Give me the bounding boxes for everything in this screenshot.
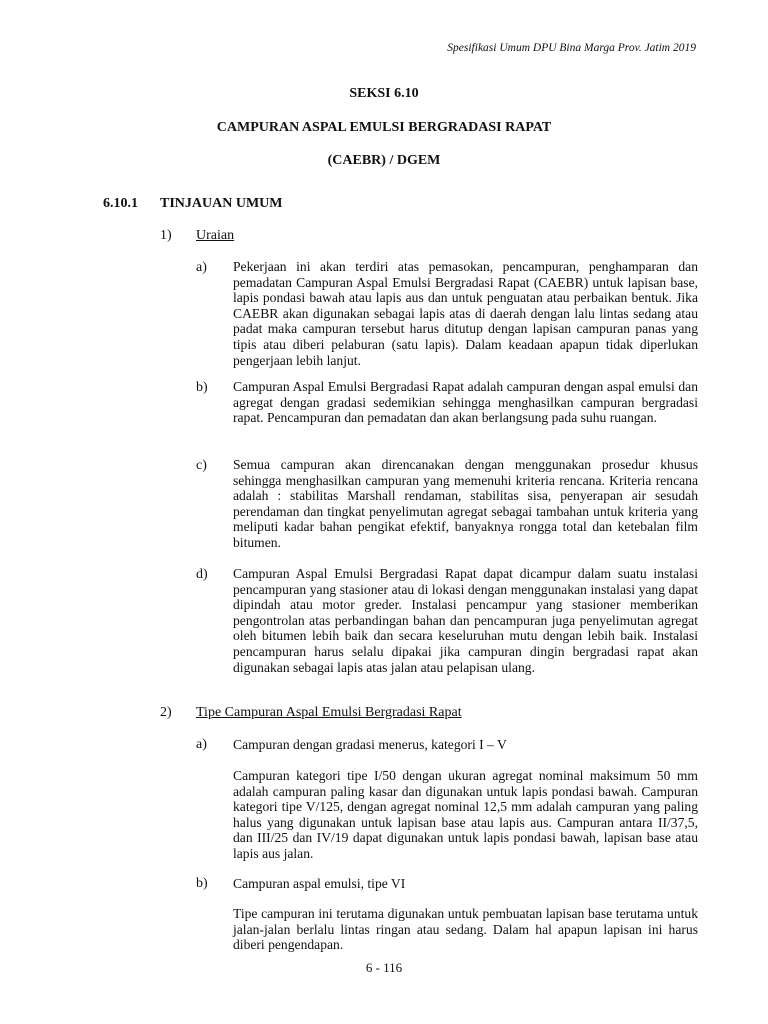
- para-a-text: Pekerjaan ini akan terdiri atas pemasokan, pencampuran, penghamparan dan pemadatan Campuran Aspal Emulsi Bergradasi Rapat (CAEBR) untuk lapisan base, lapis pondasi bawah atau lapis aus dan untuk penguatan atau perbaikan bentuk. Jika CAEBR akan digunakan sebagai lapis atas di daerah dengan lalu lintas sedang atau padat maka campuran tersebut harus ditutup dengan lapisan campuran panas yang tipis atau diberi pelaburan (satu lapis). Dalam keadaan apapun tidak diperlukan pengerjaan lebih lanjut.: [233, 259, 698, 368]
- item2-a-text: Campuran kategori tipe I/50 dengan ukuran agregat nominal maksimum 50 mm adalah campuran paling kasar dan digunakan untuk lapis pondasi bawah. Campuran kategori tipe V/125, dengan agregat nominal 12,5 mm adalah campuran yang paling halus yang digunakan untuk lapisan base atau lapis aus. Campuran antara II/37,5, dan III/25 dan IV/19 dapat digunakan untuk lapis pondasi bawah, lapisan base atau lapis aus jalan.: [233, 768, 698, 861]
- item2-a-title: Campuran dengan gradasi menerus, kategori I – V: [233, 737, 507, 752]
- subsection-number: 6.10.1: [103, 196, 138, 211]
- item2-b-title: Campuran aspal emulsi, tipe VI: [233, 876, 406, 891]
- section-title-line2: (CAEBR) / DGEM: [327, 153, 441, 168]
- item2-b-text: Tipe campuran ini terutama digunakan untuk pembuatan lapisan base terutama untuk jalan-jalan berlalu lintas ringan atau sedang. Dalam hal apapun lapisan ini harus diberi pengendapan.: [233, 906, 698, 953]
- para-c-letter: c): [196, 458, 207, 473]
- para-a-letter: a): [196, 260, 207, 275]
- para-b-letter: b): [196, 380, 208, 395]
- para-b-text: Campuran Aspal Emulsi Bergradasi Rapat adalah campuran dengan aspal emulsi dan agregat dengan gradasi sedemikian sehingga menghasilkan campuran bergradasi rapat. Pencampuran dan pemadatan dan akan berlangsung pada suhu ruangan.: [233, 379, 698, 426]
- item2-b-letter: b): [196, 876, 208, 891]
- section-title-line1: CAMPURAN ASPAL EMULSI BERGRADASI RAPAT: [216, 120, 552, 135]
- item2-a-letter: a): [196, 737, 207, 752]
- item2-title: Tipe Campuran Aspal Emulsi Bergradasi Rapat: [196, 705, 462, 720]
- item2-number: 2): [160, 705, 172, 720]
- para-c-text: Semua campuran akan direncanakan dengan menggunakan prosedur khusus sehingga menghasilkan campuran yang memenuhi kriteria rencana. Kriteria rencana adalah : stabilitas Marshall rendaman, stabilitas sisa, penyerapan air sesudah perendaman dan tingkat penyelimutan agregat sebagai tambahan untuk kriteria yang meliputi kadar bahan pengikat efektif, banyaknya rongga total dan ketebalan film bitumen.: [233, 457, 698, 550]
- subsection-title: TINJAUAN UMUM: [160, 196, 283, 211]
- item1-number: 1): [160, 228, 172, 243]
- running-header: Spesifikasi Umum DPU Bina Marga Prov. Jatim 2019: [447, 42, 696, 54]
- para-d-letter: d): [196, 567, 208, 582]
- para-d-text: Campuran Aspal Emulsi Bergradasi Rapat dapat dicampur dalam suatu instalasi pencampuran yang stasioner atau di lokasi dengan menggunakan instalasi yang dapat dipindah atau motor greder. Instalasi pencampur yang stasioner memberikan pengontrolan atas perbandingan bahan dan pencampuran juga penyelimutan agregat oleh bitumen lebih baik dan secara keseluruhan mutu dengan lebih baik. Instalasi pencampuran harus selalu dipakai jika campuran dingin bergradasi rapat akan digunakan sebagai lapis atas jalan atau pelapisan ulang.: [233, 566, 698, 675]
- section-label: SEKSI 6.10: [349, 86, 419, 101]
- page-number: 6 - 116: [365, 960, 403, 975]
- item1-title: Uraian: [196, 228, 235, 243]
